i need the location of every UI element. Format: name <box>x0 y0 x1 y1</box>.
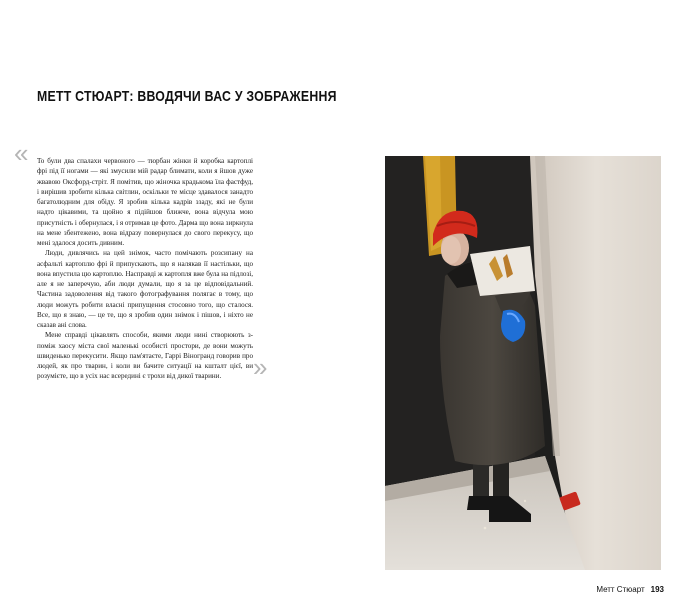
footer-author: Метт Стюарт <box>596 585 645 594</box>
paragraph-3: Мене справді цікавлять способи, якими люди нині створюють з-поміж хаосу міста свої маленькі особисті простори, де вони можуть швиденько перекусити. Якщо пам'ятаєте, Гаррі Віногранд говорив про людей, як про тварин, і коли ви бачите ситуації на кшталт цієї, ви розумієте, що в усіх нас всередині є трохи від дикої тварини. <box>37 331 253 381</box>
photo-image <box>385 156 661 570</box>
street-photograph <box>385 156 661 570</box>
paragraph-1: То були два спалахи червоного — тюрбан жінки й коробка картоплі фрі під її ногами — які змусили мій радар блимати, коли я йшов дуже жвавою Оксфорд-стріт. Я помітив, що жіночка крадькома їла фастфуд, і вирішив зробити кілька світлин, оскільки те місце здавалося занадто багатолюдним для обіду. Я зробив кілька кадрів ззаду, які не були надто цікавими, та щойно я підійшов ближче, вона відчула мою присутність і обернулася, і я отримав це фото. Дарма що вона зиркнула на мене збентежено, вона відразу повернулася до свого перекусу, що мені здалося досить дивним. <box>37 157 253 247</box>
opening-quote-mark: « <box>14 138 29 168</box>
body-text <box>37 156 253 382</box>
paragraph-2: Люди, дивлячись на цей знімок, часто помічають розсипану на асфальті картоплю фрі й припускають, що я налякав її настільки, що вона впустила цю картоплю. Насправді ж картопля вже була на підлозі, але я не заперечую, аби люди думали, що я за це відповідальний. Частина задоволення від такого фотографування полягає в тому, що люди можуть робити власні припущення стосовно того, що сталося. Все, що я знаю, — це те, що я зробив один знімок і пішов, і ніхто не сказав ані слова. <box>37 249 253 329</box>
page-title: МЕТТ СТЮАРТ: ВВОДЯЧИ ВАС У ЗОБРАЖЕННЯ <box>37 88 337 105</box>
page-footer <box>560 585 664 594</box>
page-number: 193 <box>650 585 664 594</box>
closing-quote-mark: » <box>253 352 268 382</box>
